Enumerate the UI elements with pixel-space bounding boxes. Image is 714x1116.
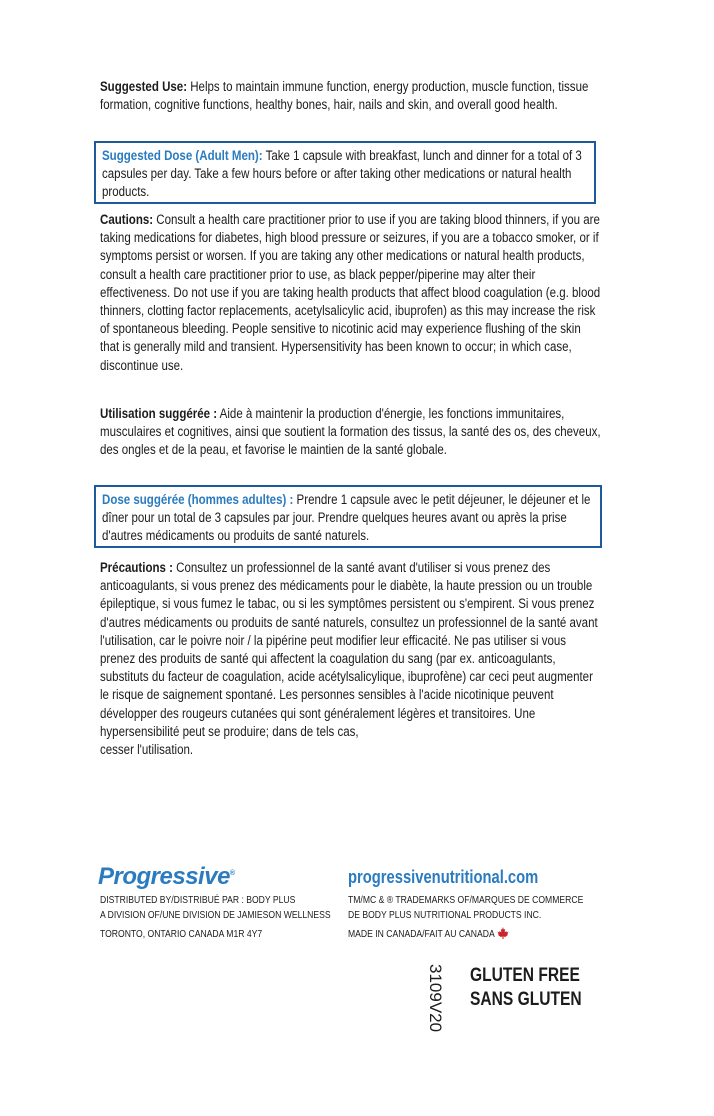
gluten-free-label bbox=[470, 964, 582, 1012]
distributed-address: TORONTO, ONTARIO CANADA M1R 4Y7 bbox=[100, 928, 263, 940]
distributed-by-line-2: A DIVISION OF/UNE DIVISION DE JAMIESON WELLNESS bbox=[100, 909, 331, 921]
utilisation-section bbox=[100, 405, 602, 460]
sans-gluten-text: SANS GLUTEN bbox=[470, 989, 582, 1010]
suggested-use-text: Helps to maintain immune function, energy production, muscle function, tissue formation, cognitive functions, healthy bones, hair, nails and skin, and overall good health. bbox=[100, 79, 589, 113]
logo-registered-mark: ® bbox=[229, 870, 235, 877]
cautions-section bbox=[100, 211, 602, 375]
made-in-canada bbox=[348, 927, 509, 942]
trademark-line-2: DE BODY PLUS NUTRITIONAL PRODUCTS INC. bbox=[348, 909, 542, 921]
dose-fr-box bbox=[94, 485, 602, 548]
cautions-text: Consult a health care practitioner prior to use if you are taking blood thinners, if you are taking medications for diabetes, high blood pressure or seizures, if you are a tobacco smoker, or if symptoms persist or worsen. If you are taking any other medications or natural health products, consult a health care practitioner prior to use, as black pepper/piperine may alter their effectiveness. Do not use if you are taking health products that affect blood coagulation (e.g. blood thinners, clotting factor replacements, acetylsalicylic acid, ibuprofen) as this may increase the risk of spontaneous bleeding. People sensitive to nicotinic acid may experience flushing of the skin that is generally mild and transient. Hypersensitivity has been known to occur; in which case, discontinue use. bbox=[100, 212, 601, 373]
utilisation-text: Aide à maintenir la production d'énergie, les fonctions immunitaires, musculaires et cognitives, ainsi que soutient la formation des tissus, la santé des os, des cheveux, des ongles et de la peau, et favorise le maintien de la santé globale. bbox=[100, 406, 601, 458]
dose-fr-text: Prendre 1 capsule avec le petit déjeuner, le déjeuner et le dîner pour un total de 3 capsules par jour. Prendre quelques heures avant ou après la prise d'autres médicaments ou produits de santé naturels. bbox=[102, 492, 591, 544]
precautions-label: Précautions : bbox=[100, 560, 173, 575]
suggested-use-label: Suggested Use: bbox=[100, 79, 188, 94]
product-code: 3109V20 bbox=[426, 964, 445, 1033]
suggested-dose-label: Suggested Dose (Adult Men): bbox=[102, 148, 263, 163]
dose-fr-label: Dose suggérée (hommes adultes) : bbox=[102, 492, 294, 507]
distributed-by-line-1: DISTRIBUTED BY/DISTRIBUÉ PAR : BODY PLUS bbox=[100, 894, 296, 906]
utilisation-label: Utilisation suggérée : bbox=[100, 406, 218, 421]
suggested-dose-text: Take 1 capsule with breakfast, lunch and dinner for a total of 3 capsules per day. Take a few hours before or after taking other medications or natural health products. bbox=[102, 148, 582, 200]
precautions-text: Consultez un professionnel de la santé avant d'utiliser si vous prenez des anticoagulants, si vous prenez des médicaments pour le diabète, la haute pression ou un trouble épileptique, si vous fumez le tabac, ou si les symptômes persistent ou s'empirent. Si vous prenez d'autres médicaments ou produits de santé naturels, consultez un professionnel de la santé avant l'utilisation, car le poivre noir / la pipérine peut modifier leur efficacité. Ne pas utiliser si vous prenez des produits de santé qui affectent la coagulation du sang (par ex. anticoagulants, substituts du facteur de coagulation, acide acétylsalicylique, ibuprofène) car ceci peut augmenter le risque de saignement spontané. Les personnes sensibles à l'acide nicotinique peuvent développer des rougeurs cutanées qui sont généralement légères et transitoires. Une hypersensibilité peut se produire; dans de tels cas, bbox=[100, 560, 598, 739]
cautions-label: Cautions: bbox=[100, 212, 154, 227]
trademark-line-1: TM/MC & ® TRADEMARKS OF/MARQUES DE COMMERCE bbox=[348, 894, 584, 906]
logo-text: Progressive bbox=[98, 863, 230, 890]
maple-leaf-icon bbox=[497, 927, 508, 939]
suggested-dose-box bbox=[94, 141, 596, 204]
made-in-canada-text: MADE IN CANADA/FAIT AU CANADA bbox=[348, 928, 495, 940]
website-url: progressivenutritional.com bbox=[348, 867, 539, 887]
precautions-section bbox=[100, 559, 602, 759]
progressive-logo bbox=[98, 863, 235, 891]
precautions-last-line: cesser l'utilisation. bbox=[100, 742, 194, 758]
suggested-use-section bbox=[100, 78, 602, 114]
gluten-free-text: GLUTEN FREE bbox=[470, 965, 580, 986]
